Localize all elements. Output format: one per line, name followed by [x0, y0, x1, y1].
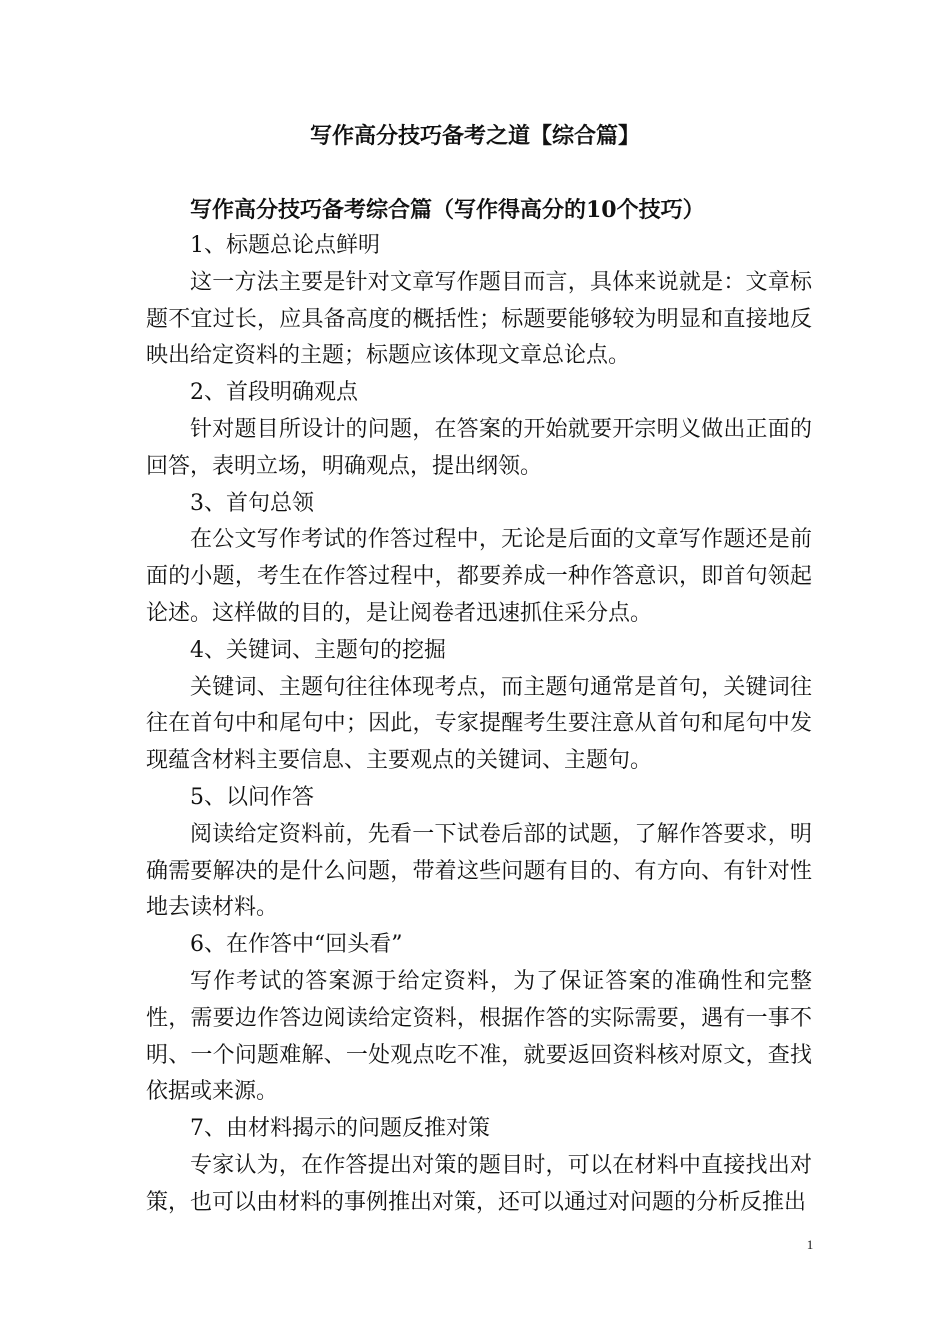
section-heading-7: 7、由材料揭示的问题反推对策 — [190, 1116, 490, 1142]
section-body-5: 阅读给定资料前，先看一下试卷后部的试题，了解作答要求，明确需要解决的是什么问题，带着这些问题有目的、有方向、有针对性地去读材料。 — [146, 821, 812, 921]
section-heading-3: 3、首句总领 — [190, 490, 314, 516]
section-heading-1: 1、标题总论点鲜明 — [190, 233, 380, 258]
section-body-3: 在公文写作考试的作答过程中，无论是后面的文章写作题还是前面的小题，考生在作答过程中，都要养成一种作答意识，即首句领起论述。这样做的目的，是让阅卷者迅速抓住采分点。 — [146, 527, 812, 626]
section-body-7: 专家认为，在作答提出对策的题目时，可以在材料中直接找出对策，也可以由材料的事例推出对策，还可以通过对问题的分析反推出 — [146, 1152, 812, 1215]
page-number: 1 — [806, 1237, 814, 1252]
section-body-4: 关键词、主题句往往体现考点，而主题句通常是首句，关键词往往在首句中和尾句中；因此，专家提醒考生要注意从首句和尾句中发现蕴含材料主要信息、主要观点的关键词、主题句。 — [146, 674, 812, 774]
section-body-2: 针对题目所设计的问题，在答案的开始就要开宗明义做出正面的回答，表明立场，明确观点，提出纲领。 — [146, 416, 812, 479]
section-body-6: 写作考试的答案源于给定资料，为了保证答案的准确性和完整性，需要边作答边阅读给定资料，根据作答的实际需要，遇有一事不明、一个问题难解、一处观点吃不准，就要返回资料核对原文，查找依据或来源。 — [146, 968, 812, 1105]
section-heading-5: 5、以问作答 — [190, 784, 314, 810]
document-title: 写作高分技巧备考之道【综合篇】 — [309, 123, 640, 149]
section-heading-4: 4、关键词、主题句的挖掘 — [190, 637, 446, 663]
section-heading-6: 6、在作答中“回头看” — [190, 932, 403, 958]
section-body-1: 这一方法主要是针对文章写作题目而言，具体来说就是：文章标题不宜过长，应具备高度的概括性；标题要能够较为明显和直接地反映出给定资料的主题；标题应该体现文章总论点。 — [146, 269, 812, 369]
document-subtitle: 写作高分技巧备考综合篇（写作得高分的10个技巧） — [190, 197, 705, 223]
section-heading-2: 2、首段明确观点 — [190, 380, 358, 406]
document-body — [146, 228, 812, 1222]
